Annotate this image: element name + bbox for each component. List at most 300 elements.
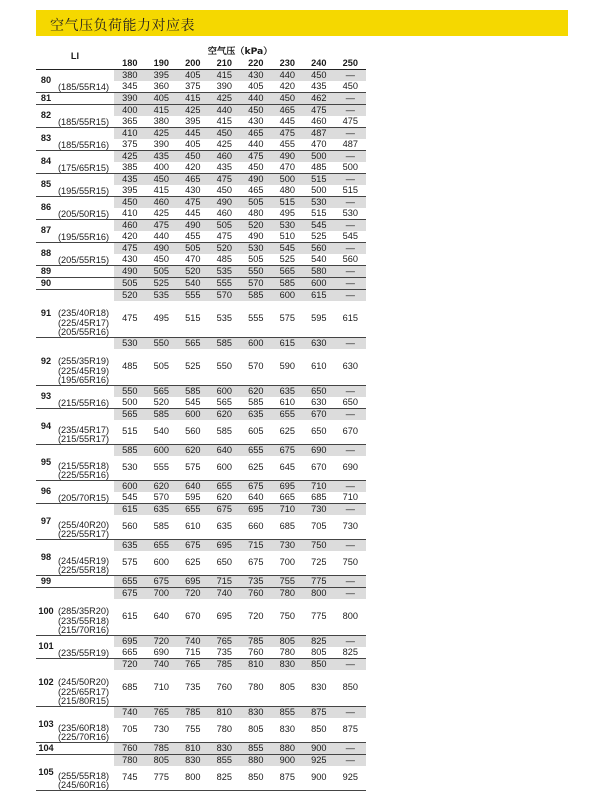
load-value: — [335, 278, 367, 290]
load-value: — [335, 266, 367, 278]
load-value: 650 [209, 551, 241, 576]
load-value: 620 [177, 445, 209, 457]
load-value: 495 [146, 301, 178, 338]
load-value: 785 [146, 743, 178, 755]
tire-size: (235/60R18) [58, 722, 110, 733]
load-value: — [335, 220, 367, 232]
load-value: 575 [272, 301, 304, 338]
load-value: 600 [177, 409, 209, 421]
load-index: 92 [36, 338, 56, 386]
load-value: 450 [146, 174, 178, 186]
load-value: 645 [272, 456, 304, 481]
load-value: 395 [177, 116, 209, 128]
tire-sizes [56, 588, 114, 636]
load-value: 525 [303, 231, 335, 243]
load-value: 505 [146, 349, 178, 386]
load-value: — [335, 588, 367, 600]
load-value: 825 [335, 647, 367, 659]
load-value: 465 [240, 185, 272, 197]
load-value: 560 [114, 515, 146, 540]
tire-sizes [56, 576, 114, 588]
load-value: 530 [240, 243, 272, 255]
table-row [36, 659, 366, 671]
load-value: 675 [240, 551, 272, 576]
load-value: 535 [146, 290, 178, 302]
load-value: 675 [209, 504, 241, 516]
load-value: 765 [146, 707, 178, 719]
table-row [36, 504, 366, 516]
load-value: 615 [303, 290, 335, 302]
load-value: 670 [335, 420, 367, 445]
load-value: 685 [272, 515, 304, 540]
load-value: 695 [209, 540, 241, 552]
load-index: 102 [36, 659, 56, 707]
load-value: 515 [177, 301, 209, 338]
load-value: 750 [335, 551, 367, 576]
load-value: 655 [240, 445, 272, 457]
load-value: 505 [209, 220, 241, 232]
load-value: 635 [240, 409, 272, 421]
load-value: 390 [146, 139, 178, 151]
load-value: 750 [272, 599, 304, 636]
load-value: 830 [303, 670, 335, 707]
load-value: 825 [303, 636, 335, 648]
load-value: 735 [209, 647, 241, 659]
load-value: 460 [209, 208, 241, 220]
load-value: 480 [240, 208, 272, 220]
load-value: 565 [114, 409, 146, 421]
load-value: 545 [272, 243, 304, 255]
load-value: 405 [177, 70, 209, 82]
load-value: 745 [114, 766, 146, 791]
load-value: — [335, 338, 367, 350]
load-value: 760 [240, 647, 272, 659]
load-value: 505 [240, 254, 272, 266]
load-value: 390 [114, 93, 146, 105]
load-value: 670 [303, 409, 335, 421]
load-value: 400 [146, 162, 178, 174]
load-value: 830 [209, 743, 241, 755]
load-value: 450 [272, 93, 304, 105]
load-value: — [335, 481, 367, 493]
load-value: 830 [272, 659, 304, 671]
load-value: 375 [177, 81, 209, 93]
load-value: 435 [146, 151, 178, 163]
tire-sizes [56, 707, 114, 743]
load-value: 487 [335, 139, 367, 151]
load-value: — [335, 290, 367, 302]
table-row [36, 445, 366, 457]
load-value: 780 [272, 588, 304, 600]
load-value: 805 [146, 755, 178, 767]
load-index: 98 [36, 540, 56, 576]
load-value: 585 [240, 397, 272, 409]
load-value: 450 [146, 254, 178, 266]
load-value: 565 [177, 338, 209, 350]
tire-sizes [56, 105, 114, 128]
load-index: 86 [36, 197, 56, 220]
load-value: 675 [114, 588, 146, 600]
load-value: 615 [272, 338, 304, 350]
load-value: 720 [114, 659, 146, 671]
load-value: 705 [303, 515, 335, 540]
load-value: 500 [114, 397, 146, 409]
table-row [36, 70, 366, 82]
load-value: 785 [177, 707, 209, 719]
tire-size: (215/70R16) [58, 624, 110, 635]
load-value: 690 [303, 445, 335, 457]
load-value: 665 [114, 647, 146, 659]
load-value: 710 [335, 492, 367, 504]
load-value: 650 [335, 397, 367, 409]
load-value: 775 [303, 599, 335, 636]
load-value: 785 [209, 659, 241, 671]
load-value: 550 [146, 338, 178, 350]
load-value: 490 [209, 197, 241, 209]
load-value: 735 [177, 670, 209, 707]
tire-size: (225/55R18) [58, 564, 110, 575]
load-index: 99 [36, 576, 56, 588]
load-value: 545 [114, 492, 146, 504]
load-value: 765 [177, 659, 209, 671]
load-value: 515 [303, 208, 335, 220]
tire-size: (225/55R17) [58, 528, 110, 539]
load-value: 585 [114, 445, 146, 457]
load-value: 715 [177, 647, 209, 659]
tire-size: (235/45R17) [58, 424, 110, 435]
tire-size: (195/55R15) [58, 185, 110, 196]
load-value: 695 [272, 481, 304, 493]
load-value: 570 [240, 349, 272, 386]
load-value: 405 [240, 81, 272, 93]
load-value: 640 [146, 599, 178, 636]
load-value: — [335, 707, 367, 719]
load-value: 450 [303, 70, 335, 82]
load-index: 87 [36, 220, 56, 243]
tire-sizes [56, 151, 114, 174]
load-value: 475 [177, 197, 209, 209]
load-value: 415 [146, 185, 178, 197]
load-value: 435 [303, 81, 335, 93]
load-value: 435 [114, 174, 146, 186]
load-value: 465 [272, 105, 304, 117]
load-value: 780 [209, 718, 241, 743]
load-value: 690 [335, 456, 367, 481]
tire-sizes [56, 197, 114, 220]
load-value: 685 [114, 670, 146, 707]
load-value: 660 [240, 515, 272, 540]
tire-sizes [56, 278, 114, 290]
load-index: 95 [36, 445, 56, 481]
load-value: 530 [335, 208, 367, 220]
load-value: 475 [335, 116, 367, 128]
load-value: 485 [209, 254, 241, 266]
load-value: 695 [114, 636, 146, 648]
load-value: 405 [177, 139, 209, 151]
load-value: 515 [114, 420, 146, 445]
load-value: 390 [209, 81, 241, 93]
load-value: 575 [114, 551, 146, 576]
load-value: 615 [335, 301, 367, 338]
load-value: 710 [303, 481, 335, 493]
load-value: 850 [240, 766, 272, 791]
load-value: 585 [272, 278, 304, 290]
load-value: 730 [272, 540, 304, 552]
load-value: 685 [303, 492, 335, 504]
table-body [36, 70, 366, 791]
table-row [36, 707, 366, 719]
load-value: 650 [303, 386, 335, 398]
load-value: — [335, 128, 367, 140]
load-index: 103 [36, 707, 56, 743]
tire-sizes [56, 409, 114, 445]
load-value: 590 [272, 349, 304, 386]
load-value: — [335, 659, 367, 671]
load-value: 585 [146, 515, 178, 540]
load-value: 585 [209, 420, 241, 445]
load-value: 655 [272, 409, 304, 421]
load-value: 800 [303, 588, 335, 600]
load-value: 780 [114, 755, 146, 767]
load-value: 875 [303, 707, 335, 719]
load-value: 735 [240, 576, 272, 588]
load-value: — [335, 93, 367, 105]
load-value: 560 [303, 243, 335, 255]
load-value: 715 [240, 540, 272, 552]
load-value: 695 [240, 504, 272, 516]
load-value: 570 [146, 492, 178, 504]
load-value: 610 [303, 349, 335, 386]
tire-size: (185/55R16) [58, 139, 110, 150]
table-row [36, 409, 366, 421]
load-value: 440 [240, 93, 272, 105]
load-value: 425 [146, 208, 178, 220]
load-value: 540 [303, 254, 335, 266]
load-value: 585 [146, 409, 178, 421]
load-value: 400 [114, 105, 146, 117]
load-value: 900 [303, 766, 335, 791]
load-value: 565 [146, 386, 178, 398]
table-row [36, 93, 366, 105]
load-value: 805 [240, 718, 272, 743]
load-value: — [335, 755, 367, 767]
load-value: 610 [177, 515, 209, 540]
page-title: 空气压负荷能力对应表 [50, 18, 195, 34]
tire-sizes [56, 266, 114, 278]
load-value: 445 [272, 116, 304, 128]
load-value: 615 [114, 599, 146, 636]
tire-size: (175/65R15) [58, 162, 110, 173]
load-value: 670 [177, 599, 209, 636]
load-value: 520 [240, 220, 272, 232]
load-value: 500 [335, 162, 367, 174]
load-value: 755 [177, 718, 209, 743]
tire-size: (185/55R14) [58, 81, 110, 92]
load-value: 705 [114, 718, 146, 743]
table-row [36, 197, 366, 209]
load-value: 570 [240, 278, 272, 290]
load-value: 530 [303, 197, 335, 209]
load-value: 430 [240, 116, 272, 128]
load-index: 80 [36, 70, 56, 93]
load-value: 720 [177, 588, 209, 600]
load-value: 525 [177, 349, 209, 386]
tire-size: (225/45R17) [58, 317, 110, 328]
load-value: 540 [146, 420, 178, 445]
load-value: 875 [335, 718, 367, 743]
load-value: 600 [146, 445, 178, 457]
load-value: 560 [177, 420, 209, 445]
load-value: 715 [209, 576, 241, 588]
tire-sizes [56, 386, 114, 409]
load-value: 420 [272, 81, 304, 93]
load-index: 101 [36, 636, 56, 659]
load-index: 104 [36, 743, 56, 755]
table-row [36, 386, 366, 398]
load-value: 925 [303, 755, 335, 767]
load-value: 530 [114, 338, 146, 350]
load-value: 550 [114, 386, 146, 398]
load-value: 810 [209, 707, 241, 719]
load-value: 655 [209, 481, 241, 493]
load-value: 600 [303, 278, 335, 290]
load-value: 460 [303, 116, 335, 128]
load-value: 520 [114, 290, 146, 302]
load-value: 555 [240, 301, 272, 338]
load-value: 490 [240, 231, 272, 243]
load-value: 510 [272, 231, 304, 243]
tire-size: (235/55R19) [58, 647, 110, 658]
load-value: 420 [177, 162, 209, 174]
load-value: 540 [177, 278, 209, 290]
load-value: 430 [240, 70, 272, 82]
load-value: 425 [114, 151, 146, 163]
load-value: 385 [114, 162, 146, 174]
load-value: 655 [146, 540, 178, 552]
load-value: 855 [240, 743, 272, 755]
load-value: 600 [146, 551, 178, 576]
tire-size: (255/55R18) [58, 770, 110, 781]
load-value: 600 [240, 338, 272, 350]
load-value: 450 [335, 81, 367, 93]
load-value: 470 [272, 162, 304, 174]
load-value: 585 [209, 338, 241, 350]
load-value: 810 [240, 659, 272, 671]
load-value: 855 [272, 707, 304, 719]
load-value: 360 [146, 81, 178, 93]
load-value: 640 [209, 445, 241, 457]
tire-size: (235/40R18) [58, 308, 110, 319]
tire-size: (195/55R16) [58, 231, 110, 242]
load-value: 460 [209, 151, 241, 163]
load-value: 425 [209, 93, 241, 105]
load-value: 810 [177, 743, 209, 755]
load-value: 760 [114, 743, 146, 755]
load-value: 740 [209, 588, 241, 600]
load-value: 640 [240, 492, 272, 504]
load-value: 780 [240, 670, 272, 707]
load-value: 490 [114, 266, 146, 278]
load-value: 555 [146, 456, 178, 481]
tire-sizes [56, 93, 114, 105]
load-value: — [335, 409, 367, 421]
load-value: 580 [303, 266, 335, 278]
load-value: 690 [146, 647, 178, 659]
pressure-column-header: 230 [272, 58, 304, 70]
load-value: 415 [209, 116, 241, 128]
load-value: 575 [177, 456, 209, 481]
load-value: 600 [209, 456, 241, 481]
load-value: 900 [272, 755, 304, 767]
pressure-column-header: 190 [146, 58, 178, 70]
load-value: — [335, 636, 367, 648]
load-value: 375 [114, 139, 146, 151]
load-value: 545 [303, 220, 335, 232]
load-value: 410 [114, 208, 146, 220]
load-value: 850 [303, 659, 335, 671]
pressure-column-header: 240 [303, 58, 335, 70]
load-value: 475 [272, 128, 304, 140]
load-value: 640 [177, 481, 209, 493]
load-value: 600 [209, 386, 241, 398]
load-value: 515 [272, 197, 304, 209]
load-value: 505 [114, 278, 146, 290]
load-value: 475 [209, 231, 241, 243]
load-value: 380 [114, 70, 146, 82]
load-value: 530 [272, 220, 304, 232]
load-value: 900 [303, 743, 335, 755]
load-value: 445 [177, 128, 209, 140]
tire-size: (185/55R15) [58, 116, 110, 127]
load-value: 380 [146, 116, 178, 128]
load-value: 740 [114, 707, 146, 719]
pressure-header: 空气压（kPa） [114, 45, 366, 58]
table-row [36, 174, 366, 186]
title-banner [36, 10, 568, 36]
load-value: 700 [146, 588, 178, 600]
load-value: — [335, 743, 367, 755]
load-value: 450 [240, 105, 272, 117]
tire-sizes [56, 445, 114, 481]
load-value: 880 [272, 743, 304, 755]
load-value: 780 [272, 647, 304, 659]
load-index: 105 [36, 755, 56, 791]
load-value: 670 [303, 456, 335, 481]
load-value: 740 [177, 636, 209, 648]
pressure-column-header: 220 [240, 58, 272, 70]
load-value: 500 [303, 185, 335, 197]
load-value: 800 [335, 599, 367, 636]
load-value: 830 [272, 718, 304, 743]
load-capacity-table [36, 45, 366, 791]
load-value: 730 [146, 718, 178, 743]
table-row [36, 338, 366, 350]
load-value: 775 [303, 576, 335, 588]
tire-size: (215/80R15) [58, 695, 110, 706]
tire-sizes [56, 636, 114, 659]
pressure-column-header: 210 [209, 58, 241, 70]
table-row [36, 755, 366, 767]
tire-size: (255/35R19) [58, 356, 110, 367]
load-value: 535 [209, 301, 241, 338]
load-index: 97 [36, 504, 56, 540]
tire-size: (225/70R16) [58, 731, 110, 742]
load-value: 710 [272, 504, 304, 516]
tire-size: (205/70R15) [58, 492, 110, 503]
tire-size: (215/55R17) [58, 433, 110, 444]
load-index: 91 [36, 290, 56, 338]
load-value: 675 [146, 576, 178, 588]
